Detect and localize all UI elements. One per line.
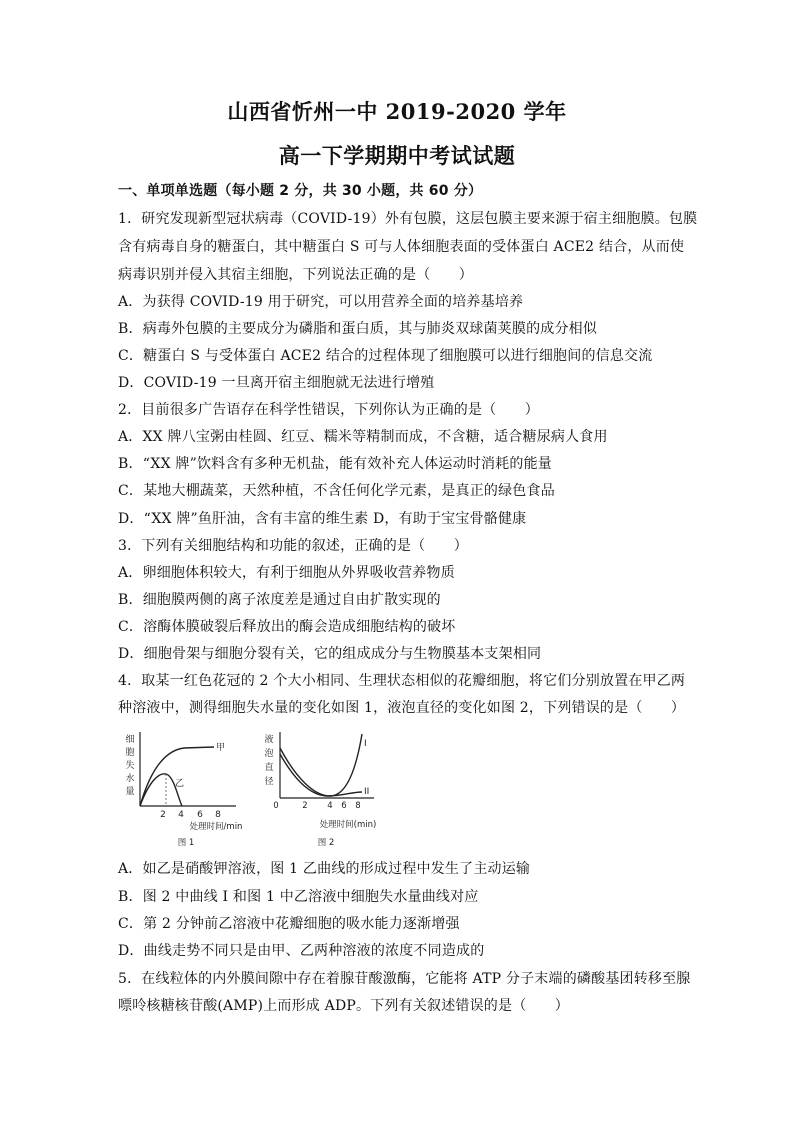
figure-1-ylabel-char: 水 — [125, 774, 135, 784]
question-4-stem-line: 种溶液中，测得细胞失水量的变化如图 1，液泡直径的变化如图 2，下列错误的是（ ） — [118, 700, 686, 716]
question-2-option-c: C．某地大棚蔬菜，天然种植，不含任何化学元素，是真正的绿色食品 — [118, 483, 555, 499]
figure-1-tick-label: 4 — [178, 810, 184, 820]
figure-1-tick-label: 8 — [215, 810, 221, 820]
figure-2-tick-label: 0 — [273, 801, 279, 811]
question-3-option-a: A．卵细胞体积较大，有利于细胞从外界吸收营养物质 — [118, 565, 455, 581]
figure-2 — [264, 732, 376, 848]
question-1-option-d: D．COVID-19 一旦离开宿主细胞就无法进行增殖 — [118, 375, 435, 391]
figure-1-ylabel-char: 量 — [125, 787, 135, 797]
figure-2-ylabel-char: 泡 — [264, 749, 274, 759]
question-1-option-c: C．糖蛋白 S 与受体蛋白 ACE2 结合的过程体现了细胞膜可以进行细胞间的信息交流 — [118, 348, 653, 364]
question-1-option-b: B．病毒外包膜的主要成分为磷脂和蛋白质，其与肺炎双球菌荚膜的成分相似 — [118, 321, 598, 337]
figure-1-xlabel: 处理时间/min — [189, 822, 243, 832]
figure-1-curve-jia — [140, 747, 214, 806]
figure-1-caption: 图 1 — [177, 838, 195, 848]
section-heading: 一、单项单选题（每小题 2 分，共 30 小题，共 60 分） — [118, 183, 483, 199]
question-2-option-b: B．“XX 牌”饮料含有多种无机盐，能有效补充人体运动时消耗的能量 — [118, 456, 552, 472]
question-4-stem-line: 4．取某一红色花冠的 2 个大小相同、生理状态相似的花瓣细胞，将它们分别放置在甲乙两 — [118, 673, 686, 689]
figure-2-tick-label: 2 — [302, 801, 308, 811]
document-subtitle: 高一下学期期中考试试题 — [278, 143, 516, 168]
question-2-stem: 2．目前很多广告语存在科学性错误，下列你认为正确的是（ ） — [118, 402, 539, 418]
figure-2-ylabel-char: 径 — [264, 777, 274, 787]
question-1-stem-line: 含有病毒自身的糖蛋白，其中糖蛋白 S 可与人体细胞表面的受体蛋白 ACE2 结合，从而使 — [118, 239, 685, 255]
figure-1-ylabel-char: 细 — [125, 735, 135, 745]
figure-2-ylabel-char: 液 — [264, 735, 274, 745]
figure-2-tick-label: 8 — [355, 801, 361, 811]
question-4-option-a: A．如乙是硝酸钾溶液，图 1 乙曲线的形成过程中发生了主动运输 — [118, 861, 531, 877]
question-3-option-d: D．细胞骨架与细胞分裂有关，它的组成成分与生物膜基本支架相同 — [118, 646, 542, 662]
figure-2-ylabel-char: 直 — [264, 763, 274, 773]
figure-1-tick-label: 2 — [160, 810, 166, 820]
question-1-stem-line: 病毒识别并侵入其宿主细胞，下列说法正确的是（ ） — [118, 267, 473, 283]
figure-2-xlabel: 处理时间(min) — [319, 820, 377, 830]
figure-1-tick-label: 6 — [197, 810, 203, 820]
question-1-option-a: A．为获得 COVID-19 用于研究，可以用营养全面的培养基培养 — [118, 294, 524, 310]
figure-2-curve-ii — [280, 754, 362, 796]
figure-1 — [125, 732, 242, 848]
figure-2-curve-i — [280, 734, 362, 796]
question-5-stem-line: 5．在线粒体的内外膜间隙中存在着腺苷酸激酶，它能将 ATP 分子末端的磷酸基团转移至腺 — [118, 971, 691, 987]
question-4-figures — [118, 728, 378, 852]
figure-1-ylabel — [125, 734, 134, 797]
question-3-stem: 3．下列有关细胞结构和功能的叙述，正确的是（ ） — [118, 538, 468, 554]
figure-2-ylabel — [264, 733, 273, 787]
question-3-option-c: C．溶酶体膜破裂后释放出的酶会造成细胞结构的破坏 — [118, 619, 456, 635]
question-2-option-d: D．“XX 牌”鱼肝油，含有丰富的维生素 D，有助于宝宝骨骼健康 — [118, 511, 527, 527]
figure-1-label-yi: 乙 — [175, 779, 185, 789]
question-4-option-b: B．图 2 中曲线 I 和图 1 中乙溶液中细胞失水量曲线对应 — [118, 889, 479, 905]
question-3-option-b: B．细胞膜两侧的离子浓度差是通过自由扩散实现的 — [118, 592, 441, 608]
figure-1-label-jia: 甲 — [216, 743, 226, 753]
question-1-stem-line: 1．研究发现新型冠状病毒（COVID-19）外有包膜，这层包膜主要来源于宿主细胞膜。包膜 — [118, 211, 698, 227]
figure-2-tick-label: 6 — [341, 801, 347, 811]
figure-2-tick-label: 4 — [327, 801, 333, 811]
figure-2-label-ii: II — [364, 787, 370, 797]
figure-1-ylabel-char: 失 — [125, 761, 135, 771]
question-4-option-c: C．第 2 分钟前乙溶液中花瓣细胞的吸水能力逐渐增强 — [118, 916, 460, 932]
question-2-option-a: A．XX 牌八宝粥由桂圆、红豆、糯米等精制而成，不含糖，适合糖尿病人食用 — [118, 429, 608, 445]
question-4-option-d: D．曲线走势不同只是由甲、乙两种溶液的浓度不同造成的 — [118, 943, 485, 959]
question-5-stem-line: 嘌呤核糖核苷酸(AMP)上而形成 ADP。下列有关叙述错误的是（ ） — [118, 998, 569, 1014]
figure-2-caption: 图 2 — [317, 838, 335, 848]
figure-2-label-i: I — [364, 739, 367, 749]
figure-1-ylabel-char: 胞 — [125, 748, 135, 758]
document-title: 山西省忻州一中 2019-2020 学年 — [227, 99, 567, 124]
